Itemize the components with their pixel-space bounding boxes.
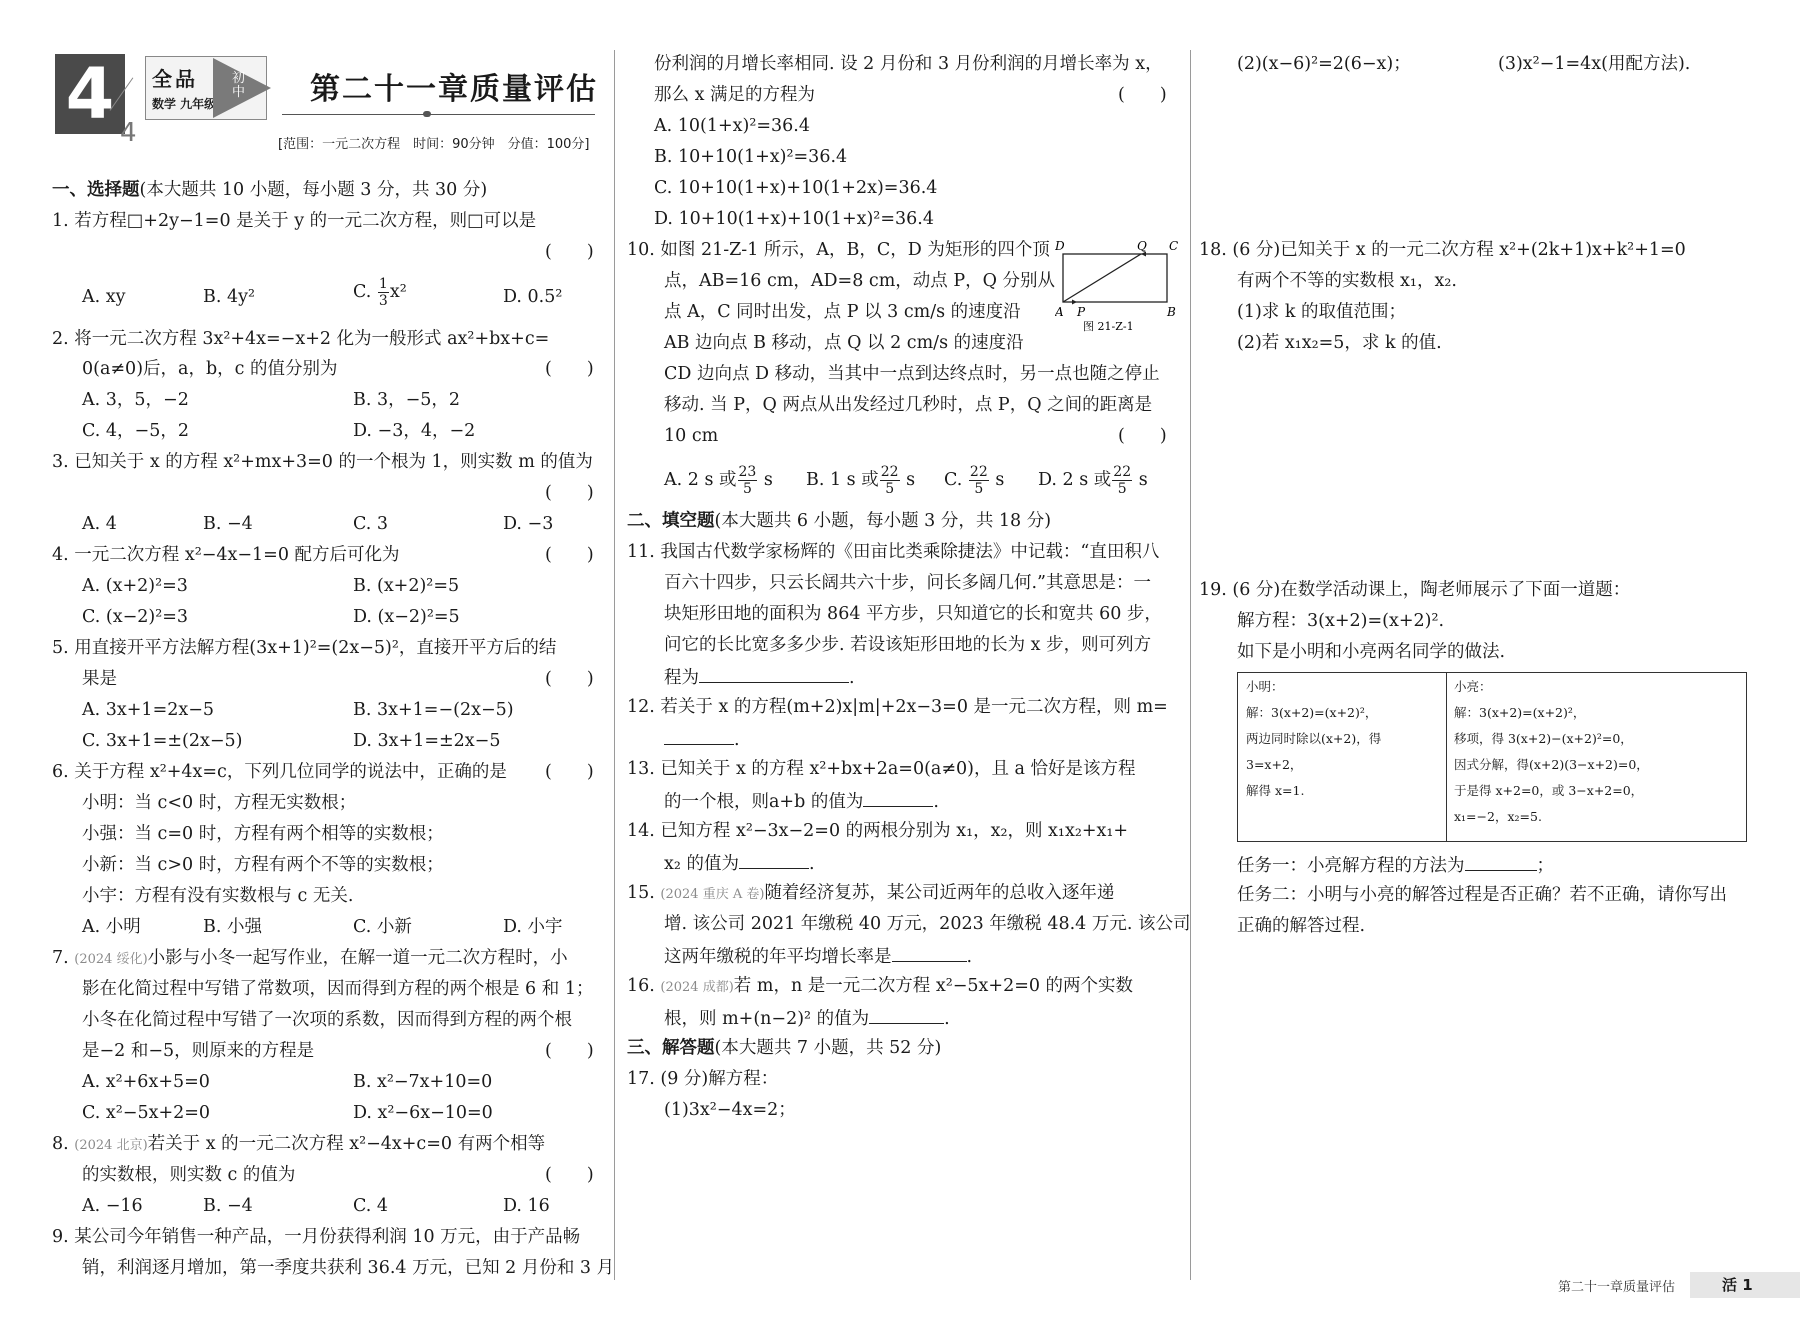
q4-option-a: A. (x+2)²=3 — [82, 576, 188, 596]
q14-blank[interactable] — [739, 850, 809, 869]
q6-option-a: A. 小明 — [82, 917, 141, 937]
q12-line2: . — [664, 726, 740, 752]
label-a: A — [1055, 305, 1064, 319]
page-title: 第二十一章质量评估 — [310, 72, 598, 107]
q16-blank[interactable] — [869, 1005, 944, 1024]
q19-task1-blank[interactable] — [1465, 852, 1537, 871]
title-rule — [282, 114, 595, 115]
q11-line1: 11. 我国古代数学家杨辉的《田亩比类乘除捷法》中记载：“直田积八 — [627, 542, 1160, 562]
q3-answer-paren: ( ) — [545, 483, 594, 503]
q13-blank[interactable] — [863, 788, 933, 807]
liang-header: 小亮： — [1454, 679, 1492, 694]
q2-option-b: B. 3，−5，2 — [353, 390, 461, 410]
liang-row2: 移项，得 3(x+2)−(x+2)²=0， — [1454, 731, 1633, 746]
section-solve: 三、解答题(本大题共 7 小题，共 52 分) — [627, 1038, 942, 1058]
q3-stem: 3. 已知关于 x 的方程 x²+mx+3=0 的一个根为 1，则实数 m 的值为 — [52, 452, 593, 472]
q2-line1: 2. 将一元二次方程 3x²+4x=−x+2 化为一般形式 ax²+bx+c= — [52, 329, 550, 349]
q17-part2: (2)(x−6)²=2(6−x)； — [1237, 54, 1411, 74]
arrow-p-head — [1072, 300, 1077, 305]
q1-answer-paren: ( ) — [545, 242, 594, 262]
brand-sub: 数学 九年级 — [152, 97, 217, 111]
q18-line1: 18. (6 分)已知关于 x 的一元二次方程 x²+(2k+1)x+k²+1=0 — [1199, 240, 1686, 260]
unit-number: 4 — [55, 54, 125, 134]
q5-answer-paren: ( ) — [545, 669, 594, 689]
q18-line3: (1)求 k 的取值范围； — [1237, 302, 1407, 322]
q6-line4: 小宇：方程有没有实数根与 c 无关. — [82, 886, 354, 906]
ming-row4: 解得 x=1. — [1246, 783, 1305, 798]
q10-option-a: A. 2 s 或 $\frac{23}{5}$ s — [664, 464, 773, 497]
q7-option-c: C. x²−5x+2=0 — [82, 1103, 211, 1123]
q2-option-a: A. 3，5，−2 — [82, 390, 189, 410]
q5-line1: 5. 用直接开平方法解方程(3x+1)²=(2x−5)²，直接开平方后的结 — [52, 638, 557, 658]
q2-option-d: D. −3，4，−2 — [353, 421, 476, 441]
segment-pq — [1063, 254, 1141, 302]
footer-title: 第二十一章质量评估 — [1558, 1280, 1676, 1295]
table-divider — [1446, 673, 1447, 841]
section-fill: 二、填空题(本大题共 6 小题，每小题 3 分，共 18 分) — [627, 511, 1052, 531]
q8-option-a: A. −16 — [82, 1196, 143, 1216]
level-tag-text: 初中 — [232, 71, 246, 100]
q7-option-a: A. x²+6x+5=0 — [82, 1072, 210, 1092]
q9-option-d: D. 10+10(1+x)+10(1+x)²=36.4 — [654, 209, 934, 229]
q7-line2: 影在化简过程中写错了常数项，因而得到方程的两个根是 6 和 1； — [82, 979, 594, 999]
q8-line2: 的实数根，则实数 c 的值为 — [82, 1165, 296, 1185]
q10-answer-paren: ( ) — [1118, 426, 1167, 446]
q4-answer-paren: ( ) — [545, 545, 594, 565]
ming-row3: 3=x+2， — [1246, 757, 1303, 772]
label-b: B — [1167, 305, 1176, 319]
q7-line1: 7. (2024 绥化)小影与小冬一起写作业，在解一道一元二次方程时，小 — [52, 948, 568, 968]
q13-line1: 13. 已知关于 x 的方程 x²+bx+2a=0(a≠0)，且 a 恰好是该方程 — [627, 759, 1136, 779]
q8-option-b: B. −4 — [203, 1196, 253, 1216]
q1-option-a: A. xy — [82, 287, 126, 307]
q17-part1: (1)3x²−4x=2； — [664, 1100, 796, 1120]
exam-scope: [范围：一元二次方程 时间：90分钟 分值：100分] — [278, 137, 590, 152]
q6-option-c: C. 小新 — [353, 917, 412, 937]
q2-option-c: C. 4，−5，2 — [82, 421, 189, 441]
label-c: C — [1169, 239, 1179, 253]
liang-row3: 因式分解，得(x+2)(3−x+2)=0， — [1454, 757, 1649, 772]
q4-option-b: B. (x+2)²=5 — [353, 576, 460, 596]
q8-line1: 8. (2024 北京)若关于 x 的一元二次方程 x²−4x+c=0 有两个相等 — [52, 1134, 546, 1154]
ming-header: 小明： — [1246, 679, 1284, 694]
q14-line1: 14. 已知方程 x²−3x−2=0 的两根分别为 x₁，x₂，则 x₁x₂+x₁+ — [627, 821, 1129, 841]
q10-option-c: C. $\frac{22}{5}$ s — [944, 464, 1005, 497]
column-rule-1 — [614, 50, 615, 1280]
q8-option-c: C. 4 — [353, 1196, 389, 1216]
rectangle-abcd — [1063, 254, 1167, 302]
q7-option-b: B. x²−7x+10=0 — [353, 1072, 493, 1092]
q9-line1: 9. 某公司今年销售一种产品，一月份获得利润 10 万元，由于产品畅 — [52, 1227, 581, 1247]
q16-line1: 16. (2024 成都)若 m，n 是一元二次方程 x²−5x+2=0 的两个实数 — [627, 976, 1134, 996]
q1-option-d: D. 0.5² — [503, 287, 563, 307]
q1-option-c: C. $\frac{1}{3}$ x² — [353, 276, 407, 309]
q6-line2: 小强：当 c=0 时，方程有两个相等的实数根； — [82, 824, 444, 844]
page-number: 活 1 — [1722, 1276, 1753, 1294]
q8-option-d: D. 16 — [503, 1196, 550, 1216]
q13-line2: 的一个根，则a+b 的值为 . — [664, 788, 939, 814]
q15-line2: 增. 该公司 2021 年缴税 40 万元，2023 年缴税 48.4 万元. 该公司 — [664, 914, 1191, 934]
column-rule-2 — [1190, 50, 1191, 1280]
q9-option-b: B. 10+10(1+x)²=36.4 — [654, 147, 848, 167]
q9-option-a: A. 10(1+x)²=36.4 — [654, 116, 810, 136]
q17-part3: (3)x²−1=4x(用配方法). — [1498, 54, 1691, 74]
q4-stem: 4. 一元二次方程 x²−4x−1=0 配方后可化为 — [52, 545, 400, 565]
q6-option-b: B. 小强 — [203, 917, 262, 937]
q9-option-c: C. 10+10(1+x)+10(1+2x)=36.4 — [654, 178, 938, 198]
label-q: Q — [1137, 239, 1147, 253]
q7-line4: 是−2 和−5，则原来的方程是 — [82, 1041, 315, 1061]
q19-task1: 任务一：小亮解方程的方法为 ； — [1237, 852, 1554, 878]
q7-answer-paren: ( ) — [545, 1041, 594, 1061]
q19-task2-line1: 任务二：小明与小亮的解答过程是否正确？若不正确，请你写出 — [1237, 885, 1727, 905]
q3-option-c: C. 3 — [353, 514, 389, 534]
q10-line6: 移动. 当 P，Q 两点从出发经过几秒时，点 P，Q 之间的距离是 — [664, 395, 1153, 415]
q10-option-b: B. 1 s 或 $\frac{22}{5}$ s — [806, 464, 916, 497]
label-p: P — [1077, 305, 1086, 319]
q10-line4: AB 边向点 B 移动，点 Q 以 2 cm/s 的速度沿 — [664, 333, 1024, 353]
q1-option-b: B. 4y² — [203, 287, 256, 307]
section-choice: 一、选择题(本大题共 10 小题，每小题 3 分，共 30 分) — [52, 180, 488, 200]
rectangle-figure — [1055, 236, 1185, 332]
q6-answer-paren: ( ) — [545, 762, 594, 782]
liang-row5: x₁=−2，x₂=5. — [1454, 809, 1542, 824]
q10-line1: 10. 如图 21-Z-1 所示，A，B，C，D 为矩形的四个顶 — [627, 240, 1050, 260]
q4-option-d: D. (x−2)²=5 — [353, 607, 460, 627]
q18-line4: (2)若 x₁x₂=5，求 k 的值. — [1237, 333, 1442, 353]
q3-option-d: D. −3 — [503, 514, 554, 534]
q9-line2: 销，利润逐月增加，第一季度共获利 36.4 万元，已知 2 月份和 3 月 — [82, 1258, 615, 1278]
q5-option-a: A. 3x+1=2x−5 — [82, 700, 215, 720]
q18-line2: 有两个不等的实数根 x₁，x₂. — [1237, 271, 1457, 291]
q7-line3: 小冬在化简过程中写错了一次项的系数，因而得到方程的两个根 — [82, 1010, 572, 1030]
q4-option-c: C. (x−2)²=3 — [82, 607, 189, 627]
q2-answer-paren: ( ) — [545, 359, 594, 379]
label-d: D — [1055, 239, 1065, 253]
q9-line3: 份利润的月增长率相同. 设 2 月份和 3 月份利润的月增长率为 x， — [654, 54, 1163, 74]
q2-line2: 0(a≠0)后，a，b，c 的值分别为 — [82, 359, 338, 379]
q3-option-a: A. 4 — [82, 514, 117, 534]
q12-line1: 12. 若关于 x 的方程(m+2)x|m|+2x−3=0 是一元二次方程，则 m= — [627, 697, 1168, 717]
ming-row1: 解：3(x+2)=(x+2)²， — [1246, 705, 1378, 720]
q11-line3: 块矩形田地的面积为 864 平方步，只知道它的长和宽共 60 步， — [664, 604, 1162, 624]
q8-answer-paren: ( ) — [545, 1165, 594, 1185]
q11-line2: 百六十四步，只云长阔共六十步，问长多阔几何.”其意思是：一 — [664, 573, 1152, 593]
q9-answer-paren: ( ) — [1118, 85, 1167, 105]
q5-line2: 果是 — [82, 669, 117, 689]
q15-blank[interactable] — [892, 943, 967, 962]
title-rule-dot — [423, 111, 431, 117]
q15-line3: 这两年缴税的年平均增长率是 . — [664, 943, 972, 969]
solutions-table — [1237, 672, 1747, 842]
q11-line4: 问它的长比宽多多少步. 若设该矩形田地的长为 x 步，则可列方 — [664, 635, 1152, 655]
q15-line1: 15. (2024 重庆 A 卷)随着经济复苏，某公司近两年的总收入逐年递 — [627, 883, 1115, 903]
liang-row1: 解：3(x+2)=(x+2)²， — [1454, 705, 1586, 720]
q5-option-b: B. 3x+1=−(2x−5) — [353, 700, 514, 720]
q19-line3: 如下是小明和小亮两名同学的做法. — [1237, 642, 1506, 662]
q11-line5: 程为 . — [664, 664, 855, 690]
brand-name: 全品 — [152, 67, 198, 91]
q12-blank[interactable] — [664, 726, 734, 745]
figure-caption: 图 21-Z-1 — [1083, 320, 1134, 332]
q6-line1: 小明：当 c<0 时，方程无实数根； — [82, 793, 357, 813]
q11-blank[interactable] — [699, 664, 849, 683]
q6-stem: 6. 关于方程 x²+4x=c，下列几位同学的说法中，正确的是 — [52, 762, 507, 782]
q9-line4: 那么 x 满足的方程为 — [654, 85, 815, 105]
q6-option-d: D. 小宇 — [503, 917, 563, 937]
q10-line5: CD 边向点 D 移动，当其中一点到达终点时，另一点也随之停止 — [664, 364, 1160, 384]
q19-line1: 19. (6 分)在数学活动课上，陶老师展示了下面一道题： — [1199, 580, 1631, 600]
q5-option-d: D. 3x+1=±2x−5 — [353, 731, 501, 751]
q10-line7: 10 cm — [664, 426, 719, 446]
q14-line2: x₂ 的值为 . — [664, 850, 815, 876]
q5-option-c: C. 3x+1=±(2x−5) — [82, 731, 243, 751]
unit-number-small: 4 — [120, 118, 137, 148]
q17-line1: 17. (9 分)解方程： — [627, 1069, 779, 1089]
q7-option-d: D. x²−6x−10=0 — [353, 1103, 493, 1123]
q19-task2-line2: 正确的解答过程. — [1237, 916, 1366, 936]
q1-stem: 1. 若方程□+2y−1=0 是关于 y 的一元二次方程，则□可以是 — [52, 211, 537, 231]
q10-line2: 点，AB=16 cm，AD=8 cm，动点 P，Q 分别从 — [664, 271, 1056, 291]
q6-line3: 小新：当 c>0 时，方程有两个不等的实数根； — [82, 855, 444, 875]
q3-option-b: B. −4 — [203, 514, 253, 534]
ming-row2: 两边同时除以(x+2)，得 — [1246, 731, 1382, 746]
q19-line2: 解方程：3(x+2)=(x+2)². — [1237, 611, 1445, 631]
liang-row4: 于是得 x+2=0，或 3−x+2=0， — [1454, 783, 1644, 798]
q16-line2: 根，则 m+(n−2)² 的值为 . — [664, 1005, 950, 1031]
q10-line3: 点 A，C 同时出发，点 P 以 3 cm/s 的速度沿 — [664, 302, 1021, 322]
q10-option-d: D. 2 s 或 $\frac{22}{5}$ s — [1038, 464, 1148, 497]
figure-21-z-1 — [1055, 236, 1185, 332]
